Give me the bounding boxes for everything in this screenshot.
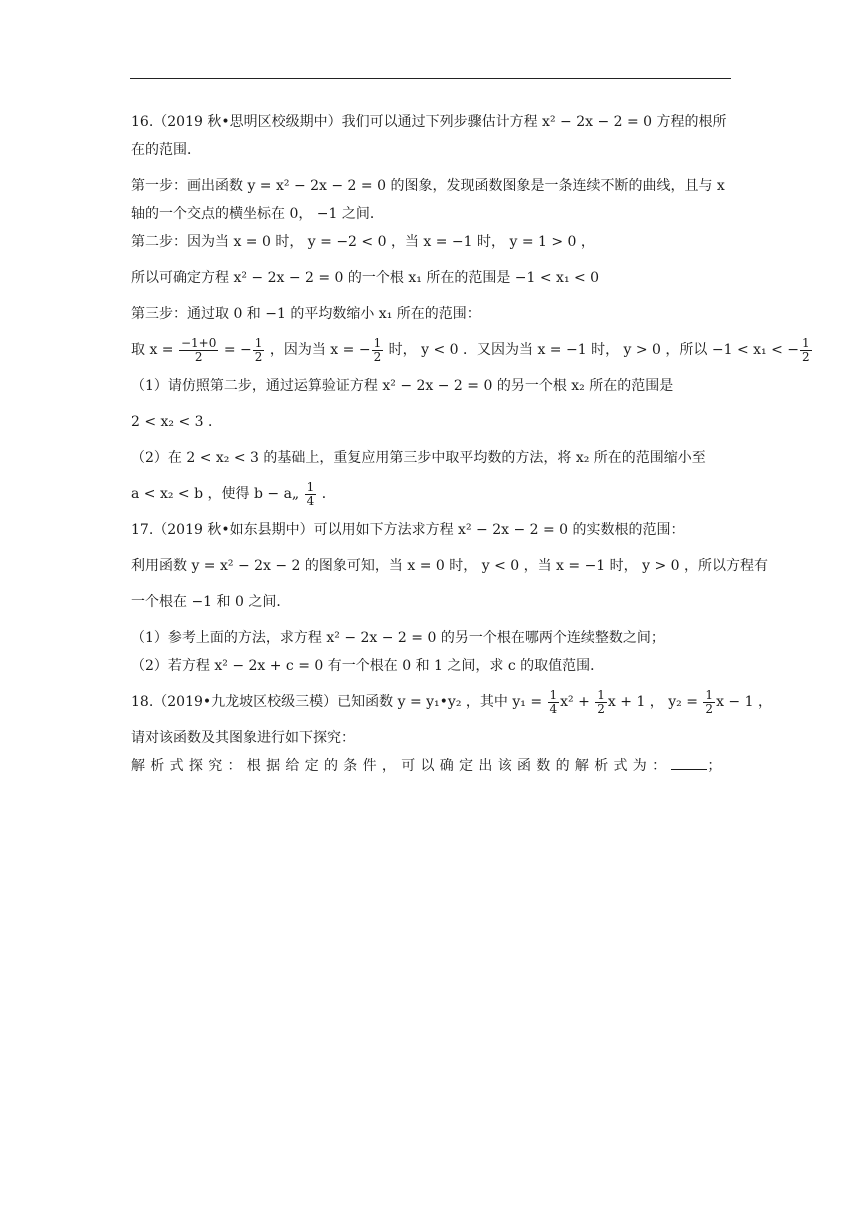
q16-step3-text2: = − (219, 342, 252, 358)
q17-part2: （2）若方程 x² − 2x + c = 0 有一个根在 0 和 1 之间，求 c 的取值范围． (131, 658, 605, 674)
fraction: $\frac{1}{4}$ (306, 479, 315, 508)
q17-heading: 17.（2019 秋•如东县期中）可以用如下方法求方程 x² − 2x − 2 = 0 的实数根的范围： (131, 522, 685, 538)
q16-step1-line1: 第一步：画出函数 y = x² − 2x − 2 = 0 的图象，发现函数图象是一条连续不断的曲线，且与 x (131, 178, 725, 194)
q16-step1-line2: 轴的一个交点的横坐标在 0， −1 之间． (131, 206, 384, 222)
q16-part1-line1: （1）请仿照第二步，通过运算验证方程 x² − 2x − 2 = 0 的另一个根 x₂ 所在的范围是 (131, 378, 674, 394)
fraction: $\frac{1}{2}$ (597, 687, 605, 716)
q18-heading: 18.（2019•九龙坡区校级三模）已知函数 y = y₁•y₂ ，其中 y₁ = $\frac{1}{4}$ x² + $\frac{1}{2}$ x + 1 ， y₂ = $\frac{1}{2}$ x − 1 ， (131, 687, 772, 716)
q16-part1-line2: 2 < x₂ < 3 ． (131, 414, 223, 430)
document-body (131, 108, 810, 780)
q16-step2-line2: 所以可确定方程 x² − 2x − 2 = 0 的一个根 x₁ 所在的范围是 −1 < x₁ < 0 (131, 270, 600, 286)
q17-line2: 一个根在 −1 和 0 之间． (131, 594, 291, 610)
q17-line1: 利用函数 y = x² − 2x − 2 的图象可知，当 x = 0 时， y < 0 ，当 x = −1 时， y > 0 ，所以方程有 (131, 558, 769, 574)
q16-step3-line2 (131, 328, 810, 372)
q16-part2-line2: a < x₂ < b ，使得 b − a„ $\frac{1}{4}$ ． (131, 479, 336, 508)
fraction: $\frac{1}{4}$ (549, 687, 558, 716)
answer-blank (671, 755, 707, 770)
q16-heading: 16.（2019 秋•思明区校级期中）我们可以通过下列步骤估计方程 x² − 2x − 2 = 0 方程的根所 (131, 114, 727, 130)
q16-heading-cont: 在的范围． (131, 142, 201, 158)
q16-part2-line1: （2）在 2 < x₂ < 3 的基础上，重复应用第三步中取平均数的方法，将 x₂ 所在的范围缩小至 (131, 450, 706, 466)
q16-step2-line1: 第二步：因为当 x = 0 时， y = −2 < 0 ，当 x = −1 时， y = 1 > 0 ， (131, 234, 595, 250)
q17-part1: （1）参考上面的方法，求方程 x² − 2x − 2 = 0 的另一个根在哪两个连续整数之间； (131, 630, 665, 646)
fraction: $\frac{1}{2}$ (705, 687, 714, 716)
q16-step3-line1: 第三步：通过取 0 和 −1 的平均数缩小 x₁ 所在的范围： (131, 306, 481, 322)
fraction: $\frac{1}{2}$ (373, 335, 382, 364)
q18-line3: 解析式探究：根据给定的条件，可以确定出该函数的解析式为： ； (131, 752, 729, 780)
fraction: $\frac{1}{2}$ (802, 335, 810, 364)
fraction: $\frac{-1+0}{2}$ (180, 335, 217, 364)
q16-step3-text3: ，因为当 x = − (265, 342, 371, 358)
q16-step3-text4: 时， y < 0 ．又因为当 x = −1 时， y > 0 ，所以 −1 < x₁ < − (384, 342, 800, 358)
q18-line2: 请对该函数及其图象进行如下探究： (131, 730, 355, 746)
fraction: $\frac{1}{2}$ (254, 335, 263, 364)
header-rule (130, 78, 731, 79)
q16-step3-text1: 取 x = (131, 342, 178, 358)
